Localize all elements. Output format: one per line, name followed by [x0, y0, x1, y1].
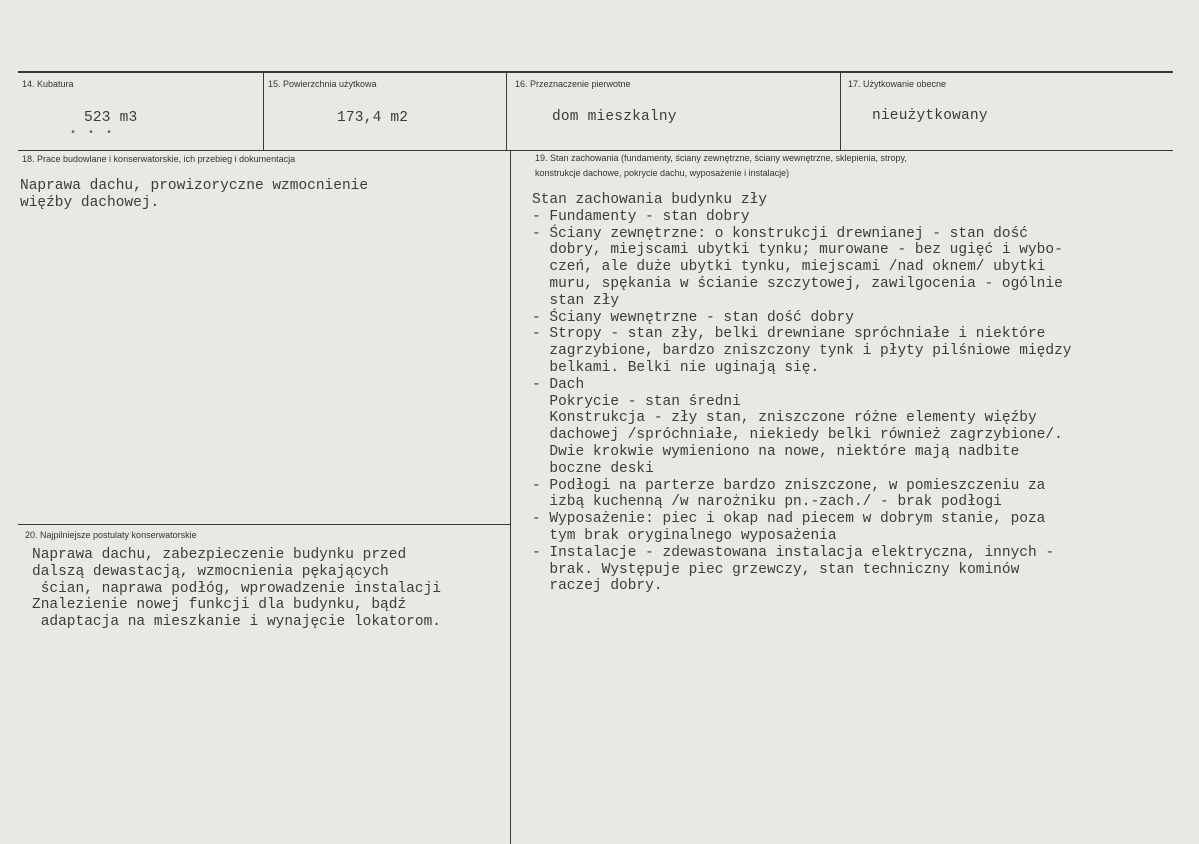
text-line: - Fundamenty - stan dobry [532, 208, 750, 225]
stan-zachowania-label-line2: konstrukcje dachowe, pokrycie dachu, wyposażenie i instalacje) [535, 168, 790, 178]
text-line: Naprawa dachu, zabezpieczenie budynku przed [32, 547, 407, 563]
text-line: zagrzybione, bardzo zniszczony tynk i płyty pilśniowe między [532, 343, 1072, 360]
text-line: - Podłogi na parterze bardzo zniszczone, w pomieszczeniu za [532, 477, 1046, 494]
text-line: izbą kuchenną /w narożniku pn.-zach./ - brak podłogi [532, 494, 1002, 511]
powierzchnia-value: 173,4 m2 [337, 110, 409, 126]
text-line: więźby dachowej. [20, 194, 160, 211]
row1-bottom-rule [18, 150, 1173, 151]
prace-budowlane-text [20, 178, 368, 212]
text-line: adaptacja na mieszkanie i wynajęcie lokatorom. [32, 614, 441, 631]
text-line: Znalezienie nowej funkcji dla budynku, bądź [32, 597, 407, 614]
postulaty-text [32, 547, 441, 631]
divider-15-16 [506, 72, 507, 151]
text-line: Dwie krokwie wymieniono na nowe, niektóre mają nadbite [532, 443, 1020, 460]
divider-left-right [510, 151, 511, 844]
text-line: stan zły [532, 292, 620, 309]
przeznaczenie-label: 16. Przeznaczenie pierwotne [515, 79, 631, 89]
text-line: dalszą dewastacją, wzmocnienia pękających [32, 563, 389, 580]
divider-14-15 [263, 72, 264, 151]
prace-budowlane-label: 18. Prace budowlane i konserwatorskie, ich przebieg i dokumentacja [22, 154, 296, 164]
text-line: ścian, naprawa podłóg, wprowadzenie instalacji [32, 580, 441, 597]
text-line: raczej dobry. [532, 578, 663, 595]
stan-zachowania-text [532, 192, 1072, 595]
text-line: muru, spękania w ścianie szczytowej, zawilgocenia - ogólnie [532, 275, 1063, 292]
text-line: Pokrycie - stan średni [532, 393, 741, 410]
text-line: - Stropy - stan zły, belki drewniane spróchniałe i niektóre [532, 326, 1046, 343]
text-line: - Dach [532, 376, 585, 393]
kubatura-value: 523 m3 [84, 110, 138, 126]
postulaty-label: 20. Najpilniejsze postulaty konserwatorskie [25, 530, 197, 540]
text-line: - Wyposażenie: piec i okap nad piecem w dobrym stanie, poza [532, 511, 1046, 528]
text-line: boczne deski [532, 460, 654, 477]
uzytkowanie-label: 17. Użytkowanie obecne [848, 79, 947, 89]
text-line: tym brak oryginalnego wyposażenia [532, 527, 837, 544]
stan-zachowania-label-line1: 19. Stan zachowania (fundamenty, ściany zewnętrzne, ściany wewnętrzne, sklepienia, stropy, [535, 153, 907, 163]
section20-top-rule [18, 524, 510, 525]
text-line: dachowej /spróchniałe, niekiedy belki również zagrzybione/. [532, 427, 1063, 444]
kubatura-label: 14. Kubatura [22, 79, 74, 89]
przeznaczenie-value: dom mieszkalny [552, 109, 677, 125]
text-line: Stan zachowania budynku zły [532, 192, 767, 208]
powierzchnia-label: 15. Powierzchnia użytkowa [268, 79, 377, 89]
dots-mark: • • • [70, 128, 116, 139]
text-line: czeń, ale duże ubytki tynku, miejscami /nad oknem/ ubytki [532, 259, 1046, 276]
text-line: - Ściany wewnętrzne - stan dość dobry [532, 309, 854, 326]
text-line: - Instalacje - zdewastowana instalacja elektryczna, innych - [532, 544, 1055, 561]
top-rule [18, 71, 1173, 73]
text-line: - Ściany zewnętrzne: o konstrukcji drewnianej - stan dość [532, 225, 1028, 242]
text-line: belkami. Belki nie uginają się. [532, 359, 820, 376]
divider-16-17 [840, 72, 841, 151]
text-line: brak. Występuje piec grzewczy, stan techniczny kominów [532, 561, 1020, 578]
text-line: Naprawa dachu, prowizoryczne wzmocnienie [20, 178, 369, 194]
uzytkowanie-value: nieużytkowany [872, 108, 988, 124]
text-line: Konstrukcja - zły stan, zniszczone różne elementy więźby [532, 410, 1037, 427]
text-line: dobry, miejscami ubytki tynku; murowane - bez ugięć i wybo- [532, 242, 1063, 259]
